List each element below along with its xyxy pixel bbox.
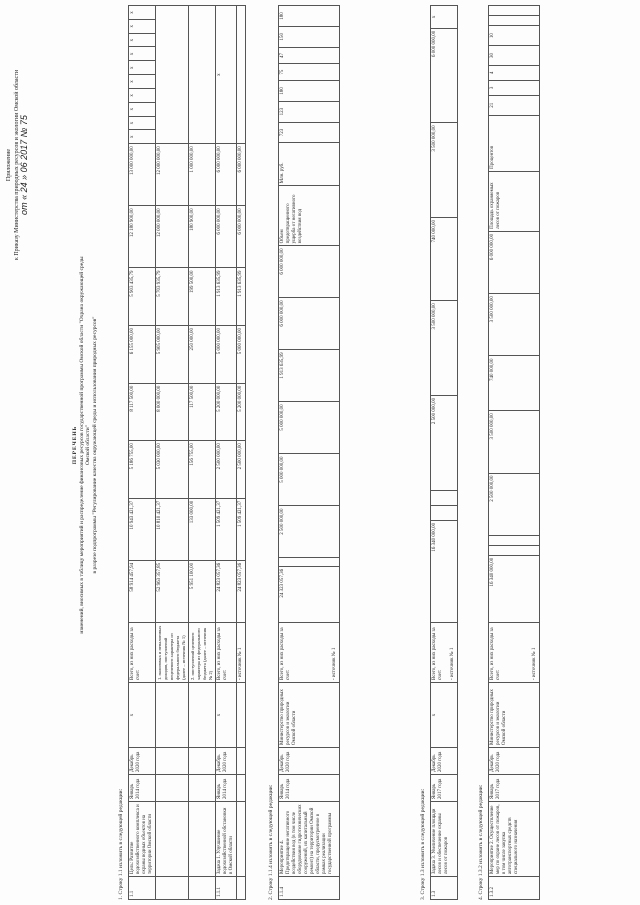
table-3	[430, 5, 458, 900]
cell: 8 000 000,00	[156, 383, 189, 441]
cell: 1.1.1	[216, 877, 237, 900]
cell: 180	[279, 80, 340, 101]
cell: х	[129, 19, 156, 33]
cell: 6 000 000,00	[237, 144, 246, 206]
cell: х	[129, 130, 156, 144]
cell	[156, 877, 189, 900]
cell	[279, 623, 340, 683]
cell: 5 703 935,79	[156, 268, 189, 326]
table-4	[488, 5, 540, 900]
cell: Декабрь 2020 года	[216, 748, 237, 775]
cell: Площадь охраняемых лесов от пожаров	[489, 171, 540, 231]
cell	[489, 6, 540, 16]
cell: 16 340 000,00	[489, 555, 540, 622]
cell: 3 500 000,00	[431, 301, 458, 396]
cell: 3 500 000,00	[489, 411, 540, 473]
cell: 199 500,00	[189, 268, 216, 326]
cell: х	[129, 75, 156, 89]
table-row	[189, 6, 216, 900]
cell: х	[129, 47, 156, 61]
appendix-block	[6, 15, 29, 315]
cell: 5 951 100,00	[189, 560, 216, 622]
cell: 13 000 000,00	[129, 144, 156, 206]
source-1-label: - источник № 1	[450, 647, 455, 680]
cell: Всего, из них расходы за счет:	[216, 623, 237, 683]
source-1-label: - источник № 1	[532, 647, 537, 680]
cell: Январь 2017 года	[489, 775, 540, 802]
cell: х	[216, 683, 237, 748]
table-row	[129, 6, 156, 900]
title-line-2: в разрезе подпрограммы "Регулирование качества окружающей среды и использования природных ресурсов"	[91, 316, 98, 574]
cell: 6 000 000,00	[431, 28, 458, 123]
cell	[431, 490, 458, 505]
cell: 1 913 635,99	[237, 268, 246, 326]
cell: 5 000 000,00	[216, 326, 237, 384]
source-1-label: - источник № 1	[332, 647, 337, 680]
cell	[237, 683, 246, 748]
cell: 6 000 000,00	[279, 246, 340, 298]
appendix-date	[21, 15, 29, 315]
cell: Январь 2014 года	[129, 775, 156, 802]
cell	[279, 558, 340, 566]
cell: 1.3.2	[489, 877, 540, 900]
cell	[489, 16, 540, 26]
cell: 24 823 057,36	[237, 560, 246, 622]
cell	[189, 683, 216, 748]
cell: 2 500 000,00	[237, 441, 246, 499]
document-header	[0, 0, 115, 905]
cell: х	[129, 683, 156, 748]
cell	[156, 802, 189, 877]
cell: Задача 1. Улучшение водохозяйственной обстановки в Омской области	[216, 802, 237, 877]
section-2-label: 2. Строку 1.1.4 изложить в следующей редакции:	[268, 784, 274, 900]
cell: Всего, из них расходы за счет:	[129, 623, 156, 683]
source-total-label: Всего, из них расходы за счет:	[490, 627, 501, 680]
cell: 75	[279, 64, 340, 81]
source-total-label: Всего, из них расходы за счет:	[280, 627, 291, 680]
cell	[237, 877, 246, 900]
cell	[189, 6, 216, 144]
cell: х	[129, 102, 156, 116]
cell	[189, 802, 216, 877]
cell: х	[431, 6, 458, 29]
cell: Декабрь 2020 года	[279, 748, 340, 775]
cell: 2 500 000,00	[216, 441, 237, 499]
cell: 4	[489, 65, 540, 80]
cell: х	[129, 33, 156, 47]
date-value: « 24 » 06 2017 № 75	[19, 115, 29, 200]
cell: 1 000 000,00	[189, 144, 216, 206]
cell: Мероприятие 4. Предотвращение негативного воздействия вод (в том числе оборудование гидротехнических сооружений, их капитальный ремонт) на территории Омской области, предусмотренное в рамках реализации государственной программы	[279, 802, 340, 877]
cell: 1. налоговых и неналоговых доходов, поступлений нецелевого характера из федерального бюджета (далее – источник № 1)	[156, 623, 189, 683]
cell: 6 000 000,00	[216, 206, 237, 268]
cell: Объем предотвращенного ущерба от негативного воздействия вод	[279, 186, 340, 246]
table-row	[156, 6, 189, 900]
cell	[237, 748, 246, 775]
cell: 1 913 635,99	[216, 268, 237, 326]
cell: 12 180 900,00	[129, 206, 156, 268]
cell: Январь 2017 года	[431, 775, 458, 802]
cell: 12 000 000,00	[156, 144, 189, 206]
section-4-label: 4. Строку 1.3.2 изложить в следующей редакции:	[478, 784, 484, 900]
cell: 180	[279, 6, 340, 27]
cell: х	[129, 6, 156, 20]
appendix-to: к Приказу Министерства природных ресурсов и экологии Омской области	[13, 69, 20, 261]
cell: 5 200 000,00	[237, 383, 246, 441]
cell: 16 340 000,00	[431, 520, 458, 622]
cell: 156 755,00	[189, 441, 216, 499]
cell: 24 323 057,36	[279, 566, 340, 622]
cell: 21	[489, 95, 540, 115]
cell: Январь 2014 года	[279, 775, 340, 802]
cell: Декабрь 2020 года	[489, 748, 540, 775]
cell: 1.3	[431, 877, 458, 900]
cell: Министерство природных ресурсов и экологии Омской области	[489, 683, 540, 748]
cell	[156, 6, 189, 144]
cell: 3 500 000,00	[431, 123, 458, 218]
table-row	[431, 6, 458, 900]
cell: 6 000 000,00	[489, 231, 540, 293]
cell: Задача 3. Увеличение площади лесов и обеспечение охраны лесов от пожаров	[431, 802, 458, 877]
cell	[489, 535, 540, 545]
cell: х	[431, 683, 458, 748]
cell: 3 500 000,00	[489, 294, 540, 356]
cell: 47	[279, 47, 340, 64]
cell: 2 500 000,00	[489, 473, 540, 535]
table-row	[237, 6, 246, 900]
cell: 3	[489, 80, 540, 95]
cell: 10	[489, 26, 540, 46]
cell: 5 000 000,00	[237, 326, 246, 384]
cell: 1 509 421,37	[237, 498, 246, 560]
cell: 117 500,00	[189, 383, 216, 441]
cell	[489, 623, 540, 683]
cell: 123	[279, 101, 340, 122]
cell: 5 200 000,00	[216, 383, 237, 441]
cell	[156, 683, 189, 748]
cell: 52 963 357,85	[156, 560, 189, 622]
cell	[431, 505, 458, 520]
cell	[237, 802, 246, 877]
section-3-label: 3. Строку 1.3 изложить в следующей редакции:	[420, 788, 426, 900]
cell	[189, 877, 216, 900]
cell: - источник № 1	[237, 623, 246, 683]
section-1-label: 1. Строку 1.1 изложить в следующей редакции:	[118, 788, 124, 900]
cell: 6 000 000,00	[216, 144, 237, 206]
title-line-1: изменений, вносимых в таблицу мероприятий и распределение финансовых ресурсов государственной программы Омской области "Охрана окружающей среды Омской области"	[78, 256, 91, 634]
cell: Процентов	[489, 115, 540, 171]
cell: 1.1.4	[279, 877, 340, 900]
cell	[489, 545, 540, 555]
table-2	[278, 5, 340, 900]
cell: 5 000 000,00	[279, 402, 340, 454]
cell: х	[129, 116, 156, 130]
cell: 6 155 000,00	[129, 326, 156, 384]
cell: 250 000,00	[189, 326, 216, 384]
cell	[189, 748, 216, 775]
cell: 740 000,00	[489, 356, 540, 411]
cell: 30	[489, 46, 540, 66]
cell: 150	[279, 26, 340, 47]
table-row	[216, 6, 237, 900]
cell: 10 810 421,37	[156, 498, 189, 560]
table-row	[279, 6, 340, 900]
cell: 2 500 000,00	[431, 395, 458, 490]
cell: 6 000 000,00	[279, 298, 340, 350]
cell: 12 000 000,00	[156, 206, 189, 268]
appendix-label: Приложение	[6, 148, 12, 182]
cell: Декабрь 2020 года	[129, 748, 156, 775]
cell: 5 030 000,00	[156, 441, 189, 499]
cell	[189, 775, 216, 802]
cell: 5 000 000,00	[279, 454, 340, 506]
table-row	[489, 6, 540, 900]
cell: 180 900,00	[189, 206, 216, 268]
cell: х	[216, 6, 237, 144]
source-total-label: Всего, из них расходы за счет:	[432, 627, 443, 680]
date-prefix: от	[19, 202, 29, 215]
cell	[156, 748, 189, 775]
cell: 5 903 435,79	[129, 268, 156, 326]
cell: х	[129, 61, 156, 75]
cell: 6 000 000,00	[237, 206, 246, 268]
cell	[431, 623, 458, 683]
cell: Январь 2014 года	[216, 775, 237, 802]
cell	[237, 775, 246, 802]
cell	[237, 6, 246, 144]
cell: 723	[279, 122, 340, 143]
cell: Мероприятие 2. Осуществление мер по охране лесов от пожаров, в том числе закупка автотранспортных средств специального назначения	[489, 802, 540, 877]
cell: 1 509 421,37	[216, 498, 237, 560]
cell: 740 000,00	[431, 218, 458, 301]
cell: х	[129, 88, 156, 102]
cell: 58 914 457,94	[129, 560, 156, 622]
cell: Декабрь 2020 года	[431, 748, 458, 775]
document-title	[72, 255, 98, 635]
cell: 1.1	[129, 877, 156, 900]
cell: 10 943 421,37	[129, 498, 156, 560]
cell: 2. поступлений целевого характера из федерального бюджета (далее – источник № 2)	[189, 623, 216, 683]
cell: Цель: Развитие водохозяйственного комплекса и охраны водных объектов на территории Омской области	[129, 802, 156, 877]
table-1	[128, 5, 246, 900]
cell: 5 905 000,00	[156, 326, 189, 384]
cell: 133 000,00	[189, 498, 216, 560]
cell	[156, 775, 189, 802]
cell: 5 186 755,00	[129, 441, 156, 499]
cell: 8 117 500,00	[129, 383, 156, 441]
cell: 1 913 635,99	[279, 350, 340, 402]
cell: 2 500 000,00	[279, 506, 340, 558]
cell: Млн. руб.	[279, 143, 340, 186]
cell: 24 823 057,36	[216, 560, 237, 622]
title-heading: ПЕРЕЧЕНЬ	[72, 425, 78, 465]
cell: Министерство природных ресурсов и экологии Омской области	[279, 683, 340, 748]
